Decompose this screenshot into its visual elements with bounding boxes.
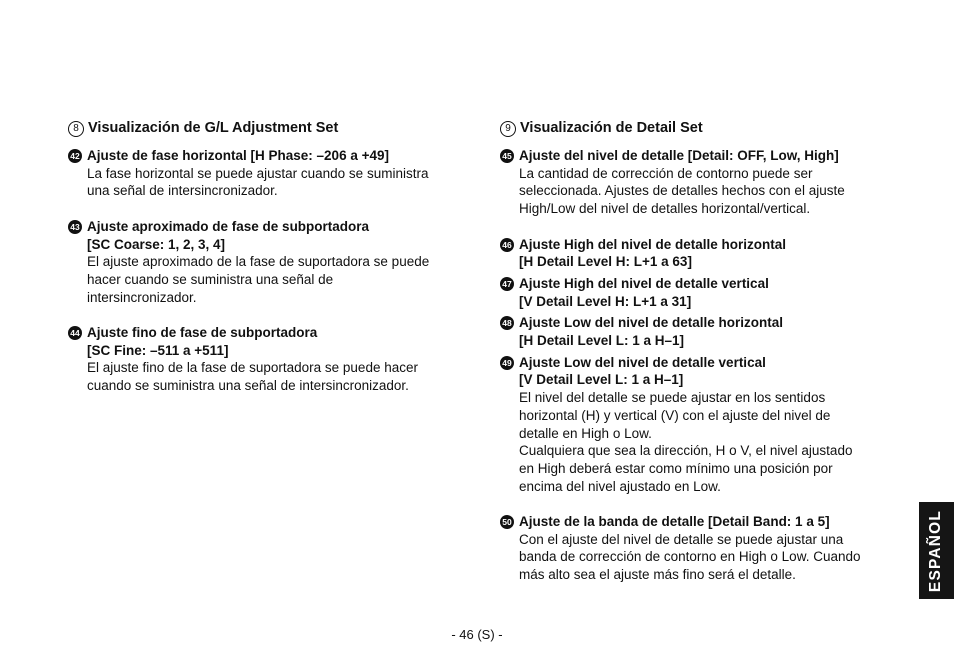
item-description: El nivel del detalle se puede ajustar en los sentidos: [519, 390, 826, 406]
item-title: Ajuste Low del nivel de detalle horizontal: [519, 315, 784, 331]
item-number-badge: 42: [68, 149, 82, 163]
item-description: banda de corrección de contorno en High o Low. Cuando: [519, 549, 861, 565]
item-title: Ajuste fino de fase de subportadora: [87, 325, 318, 340]
list-item: [500, 354, 900, 496]
item-description: cuando se suministra una señal de intersincronizador.: [87, 378, 409, 394]
item-description: Cualquiera que sea la dirección, H o V, el nivel ajustado: [519, 443, 853, 459]
item-description: detalle en High o Low.: [519, 425, 652, 441]
item-title: Ajuste de fase horizontal [H Phase: –206 a +49]: [87, 148, 389, 163]
item-title: Ajuste del nivel de detalle [Detail: OFF, Low, High]: [519, 148, 839, 163]
page-number: - 46 (S) -: [451, 627, 503, 642]
list-item: [500, 513, 900, 584]
item-description: High/Low del nivel de detalles horizontal/vertical.: [519, 201, 811, 217]
item-number-badge: 48: [500, 316, 514, 330]
item-number-badge: 50: [500, 515, 514, 529]
item-description: una señal de intersincronizador.: [87, 183, 278, 199]
item-description: intersincronizador.: [87, 289, 197, 305]
item-description: hacer cuando se suministra una señal de: [87, 271, 334, 287]
item-title: Ajuste de la banda de detalle [Detail Band: 1 a 5]: [519, 514, 830, 530]
item-description: La fase horizontal se puede ajustar cuando se suministra: [87, 165, 429, 181]
item-title: Ajuste High del nivel de detalle vertical: [519, 275, 769, 291]
section-number-badge: 8: [68, 121, 84, 137]
item-number-badge: 49: [500, 356, 514, 370]
item-number-badge: 43: [68, 220, 82, 234]
item-description: horizontal (H) y vertical (V) con el ajuste del nivel de: [519, 407, 831, 423]
item-description: La cantidad de corrección de contorno puede ser: [519, 165, 813, 181]
item-title: [H Detail Level H: L+1 a 63]: [519, 254, 692, 270]
list-item: [500, 236, 900, 271]
section-title: Visualización de Detail Set: [520, 120, 703, 136]
right-item-list: [500, 147, 900, 584]
item-title: Ajuste aproximado de fase de subportadora: [87, 218, 370, 234]
item-title: [V Detail Level H: L+1 a 31]: [519, 293, 692, 309]
item-description: en High deberá estar como mínimo una posición por: [519, 460, 833, 476]
item-description: más alto sea el ajuste más fino será el detalle.: [519, 567, 796, 583]
list-item: [500, 314, 900, 349]
language-side-tab: [919, 502, 954, 599]
list-item: [68, 147, 468, 200]
section-title: Visualización de G/L Adjustment Set: [88, 120, 339, 136]
item-number-badge: 47: [500, 277, 514, 291]
item-description: encima del nivel ajustado en Low.: [519, 478, 721, 494]
left-column: [68, 119, 468, 395]
section-heading-gl-adjustment: [68, 119, 468, 137]
item-description: El ajuste fino de la fase de suportadora se puede hacer: [87, 360, 418, 376]
item-number-badge: 44: [68, 326, 82, 340]
item-description: seleccionada. Ajustes de detalles hechos con el ajuste: [519, 183, 845, 199]
item-title: [SC Fine: –511 a +511]: [87, 342, 229, 358]
item-title: [SC Coarse: 1, 2, 3, 4]: [87, 236, 226, 252]
item-title: Ajuste Low del nivel de detalle vertical: [519, 354, 766, 370]
item-title: Ajuste High del nivel de detalle horizontal: [519, 236, 787, 252]
item-number-badge: 46: [500, 238, 514, 252]
side-tab-label: ESPAÑOL: [927, 509, 945, 592]
item-description: Con el ajuste del nivel de detalle se puede ajustar una: [519, 531, 844, 547]
list-item: [68, 218, 468, 307]
item-title: [H Detail Level L: 1 a H–1]: [519, 333, 685, 349]
right-column: [500, 119, 900, 584]
list-item: [500, 147, 900, 218]
item-title: [V Detail Level L: 1 a H–1]: [519, 372, 684, 388]
list-item: [500, 275, 900, 310]
item-number-badge: 45: [500, 149, 514, 163]
section-heading-detail-set: [500, 119, 900, 137]
list-item: [68, 324, 468, 395]
item-description: El ajuste aproximado de la fase de suportadora se puede: [87, 254, 430, 270]
section-number-badge: 9: [500, 121, 516, 137]
left-item-list: [68, 147, 468, 395]
